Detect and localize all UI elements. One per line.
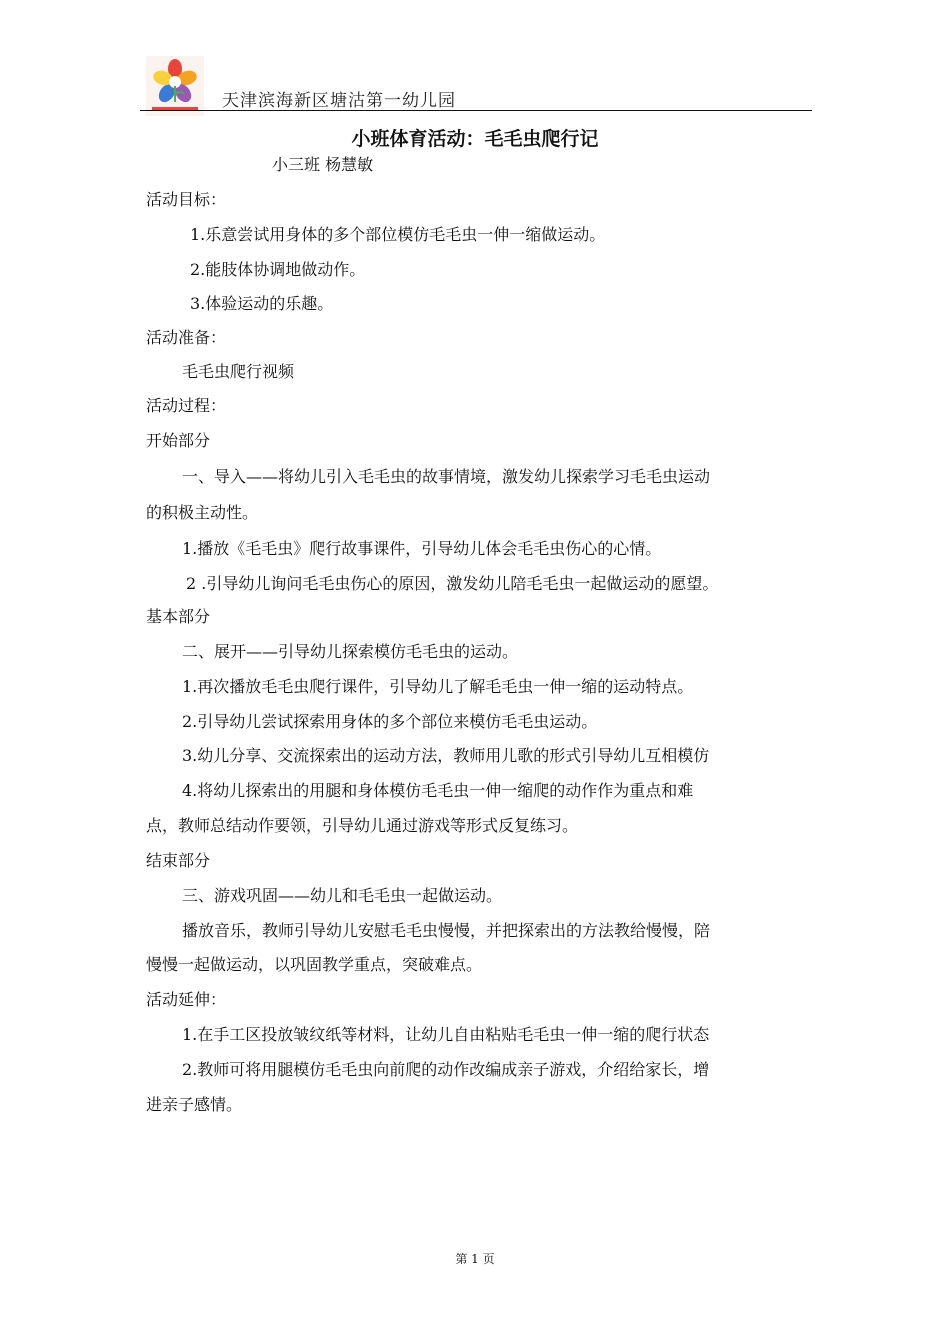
document-author: 小三班 杨慧敏	[272, 155, 374, 174]
header-divider	[140, 110, 812, 111]
section-heading: 活动目标：	[146, 190, 227, 209]
flower-logo-icon	[146, 56, 204, 116]
paragraph-line: 3.幼儿分享、交流探索出的运动方法，教师用儿歌的形式引导幼儿互相模仿	[182, 746, 710, 765]
paragraph-line: 2.引导幼儿尝试探索用身体的多个部位来模仿毛毛虫运动。	[182, 712, 598, 731]
goal-item: 3.体验运动的乐趣。	[190, 294, 334, 313]
section-heading: 活动过程：	[146, 396, 227, 415]
paragraph-line: 一、导入——将幼儿引入毛毛虫的故事情境，激发幼儿探索学习毛毛虫运动	[182, 467, 711, 486]
goal-item: 1.乐意尝试用身体的多个部位模仿毛毛虫一伸一缩做运动。	[190, 225, 606, 244]
goal-item: 2.能肢体协调地做动作。	[190, 260, 366, 279]
document-title: 小班体育活动：毛毛虫爬行记	[351, 128, 599, 150]
part-heading: 基本部分	[146, 607, 211, 626]
paragraph-line: 播放音乐，教师引导幼儿安慰毛毛虫慢慢，并把探索出的方法教给慢慢，陪	[182, 921, 711, 940]
part-heading: 开始部分	[146, 431, 211, 450]
paragraph-line: 1.再次播放毛毛虫爬行课件，引导幼儿了解毛毛虫一伸一缩的运动特点。	[182, 677, 694, 696]
school-name: 天津滨海新区塘沽第一幼儿园	[222, 91, 456, 111]
section-heading: 活动延伸：	[146, 990, 227, 1009]
page-number: 第 1 页	[455, 1252, 495, 1266]
paragraph-line: 慢慢一起做运动，以巩固教学重点，突破难点。	[146, 955, 483, 974]
section-heading: 活动准备：	[146, 328, 227, 347]
paragraph-line: 三、游戏巩固——幼儿和毛毛虫一起做运动。	[182, 886, 503, 905]
paragraph-line: 二、展开——引导幼儿探索模仿毛毛虫的运动。	[182, 642, 519, 661]
prep-item: 毛毛虫爬行视频	[182, 362, 295, 381]
paragraph-line: 的积极主动性。	[146, 503, 259, 522]
paragraph-line: 1.在手工区投放皱纹纸等材料，让幼儿自由粘贴毛毛虫一伸一缩的爬行状态	[182, 1025, 710, 1044]
paragraph-line: 点，教师总结动作要领，引导幼儿通过游戏等形式反复练习。	[146, 816, 579, 835]
paragraph-line: 2.教师可将用腿模仿毛毛虫向前爬的动作改编成亲子游戏，介绍给家长，增	[182, 1060, 710, 1079]
paragraph-line: 2 .引导幼儿询问毛毛虫伤心的原因，激发幼儿陪毛毛虫一起做运动的愿望。	[186, 574, 719, 593]
paragraph-line: 进亲子感情。	[146, 1095, 243, 1114]
part-heading: 结束部分	[146, 851, 211, 870]
paragraph-line: 4.将幼儿探索出的用腿和身体模仿毛毛虫一伸一缩爬的动作作为重点和难	[182, 781, 694, 800]
paragraph-line: 1.播放《毛毛虫》爬行故事课件，引导幼儿体会毛毛虫伤心的心情。	[182, 539, 662, 558]
